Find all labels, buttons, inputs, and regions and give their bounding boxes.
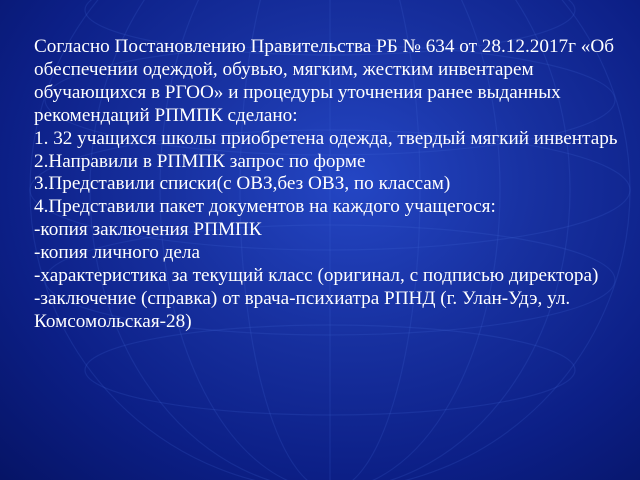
list-item: 1. 32 учащихся школы приобретена одежда, твердый мягкий инвентарь: [34, 127, 618, 149]
list-item: -заключение (справка) от врача-психиатра РПНД (г. Улан-Удэ, ул. Комсомольская-28): [34, 287, 571, 332]
list-item: -характеристика за текущий класс (оригинал, с подписью директора): [34, 265, 599, 287]
list-item: 2.Направили в РПМПК запрос по форме: [34, 150, 366, 172]
slide-body: [34, 36, 624, 334]
list-item: 3.Представили списки(с ОВЗ,без ОВЗ, по классам): [34, 173, 451, 195]
intro-paragraph: Согласно Постановлению Правительства РБ № 634 от 28.12.2017г «Об обеспечении одеждой, обувью, мягким, жестким инвентарем обучающихся в РГОО» и процедуры уточнения ранее выданных рекомендаций РПМПК сделано:: [34, 36, 615, 126]
list-item: -копия заключения РПМПК: [34, 219, 262, 241]
list-item: -копия личного дела: [34, 242, 200, 264]
list-item: 4.Представили пакет документов на каждого учащегося:: [34, 196, 496, 218]
